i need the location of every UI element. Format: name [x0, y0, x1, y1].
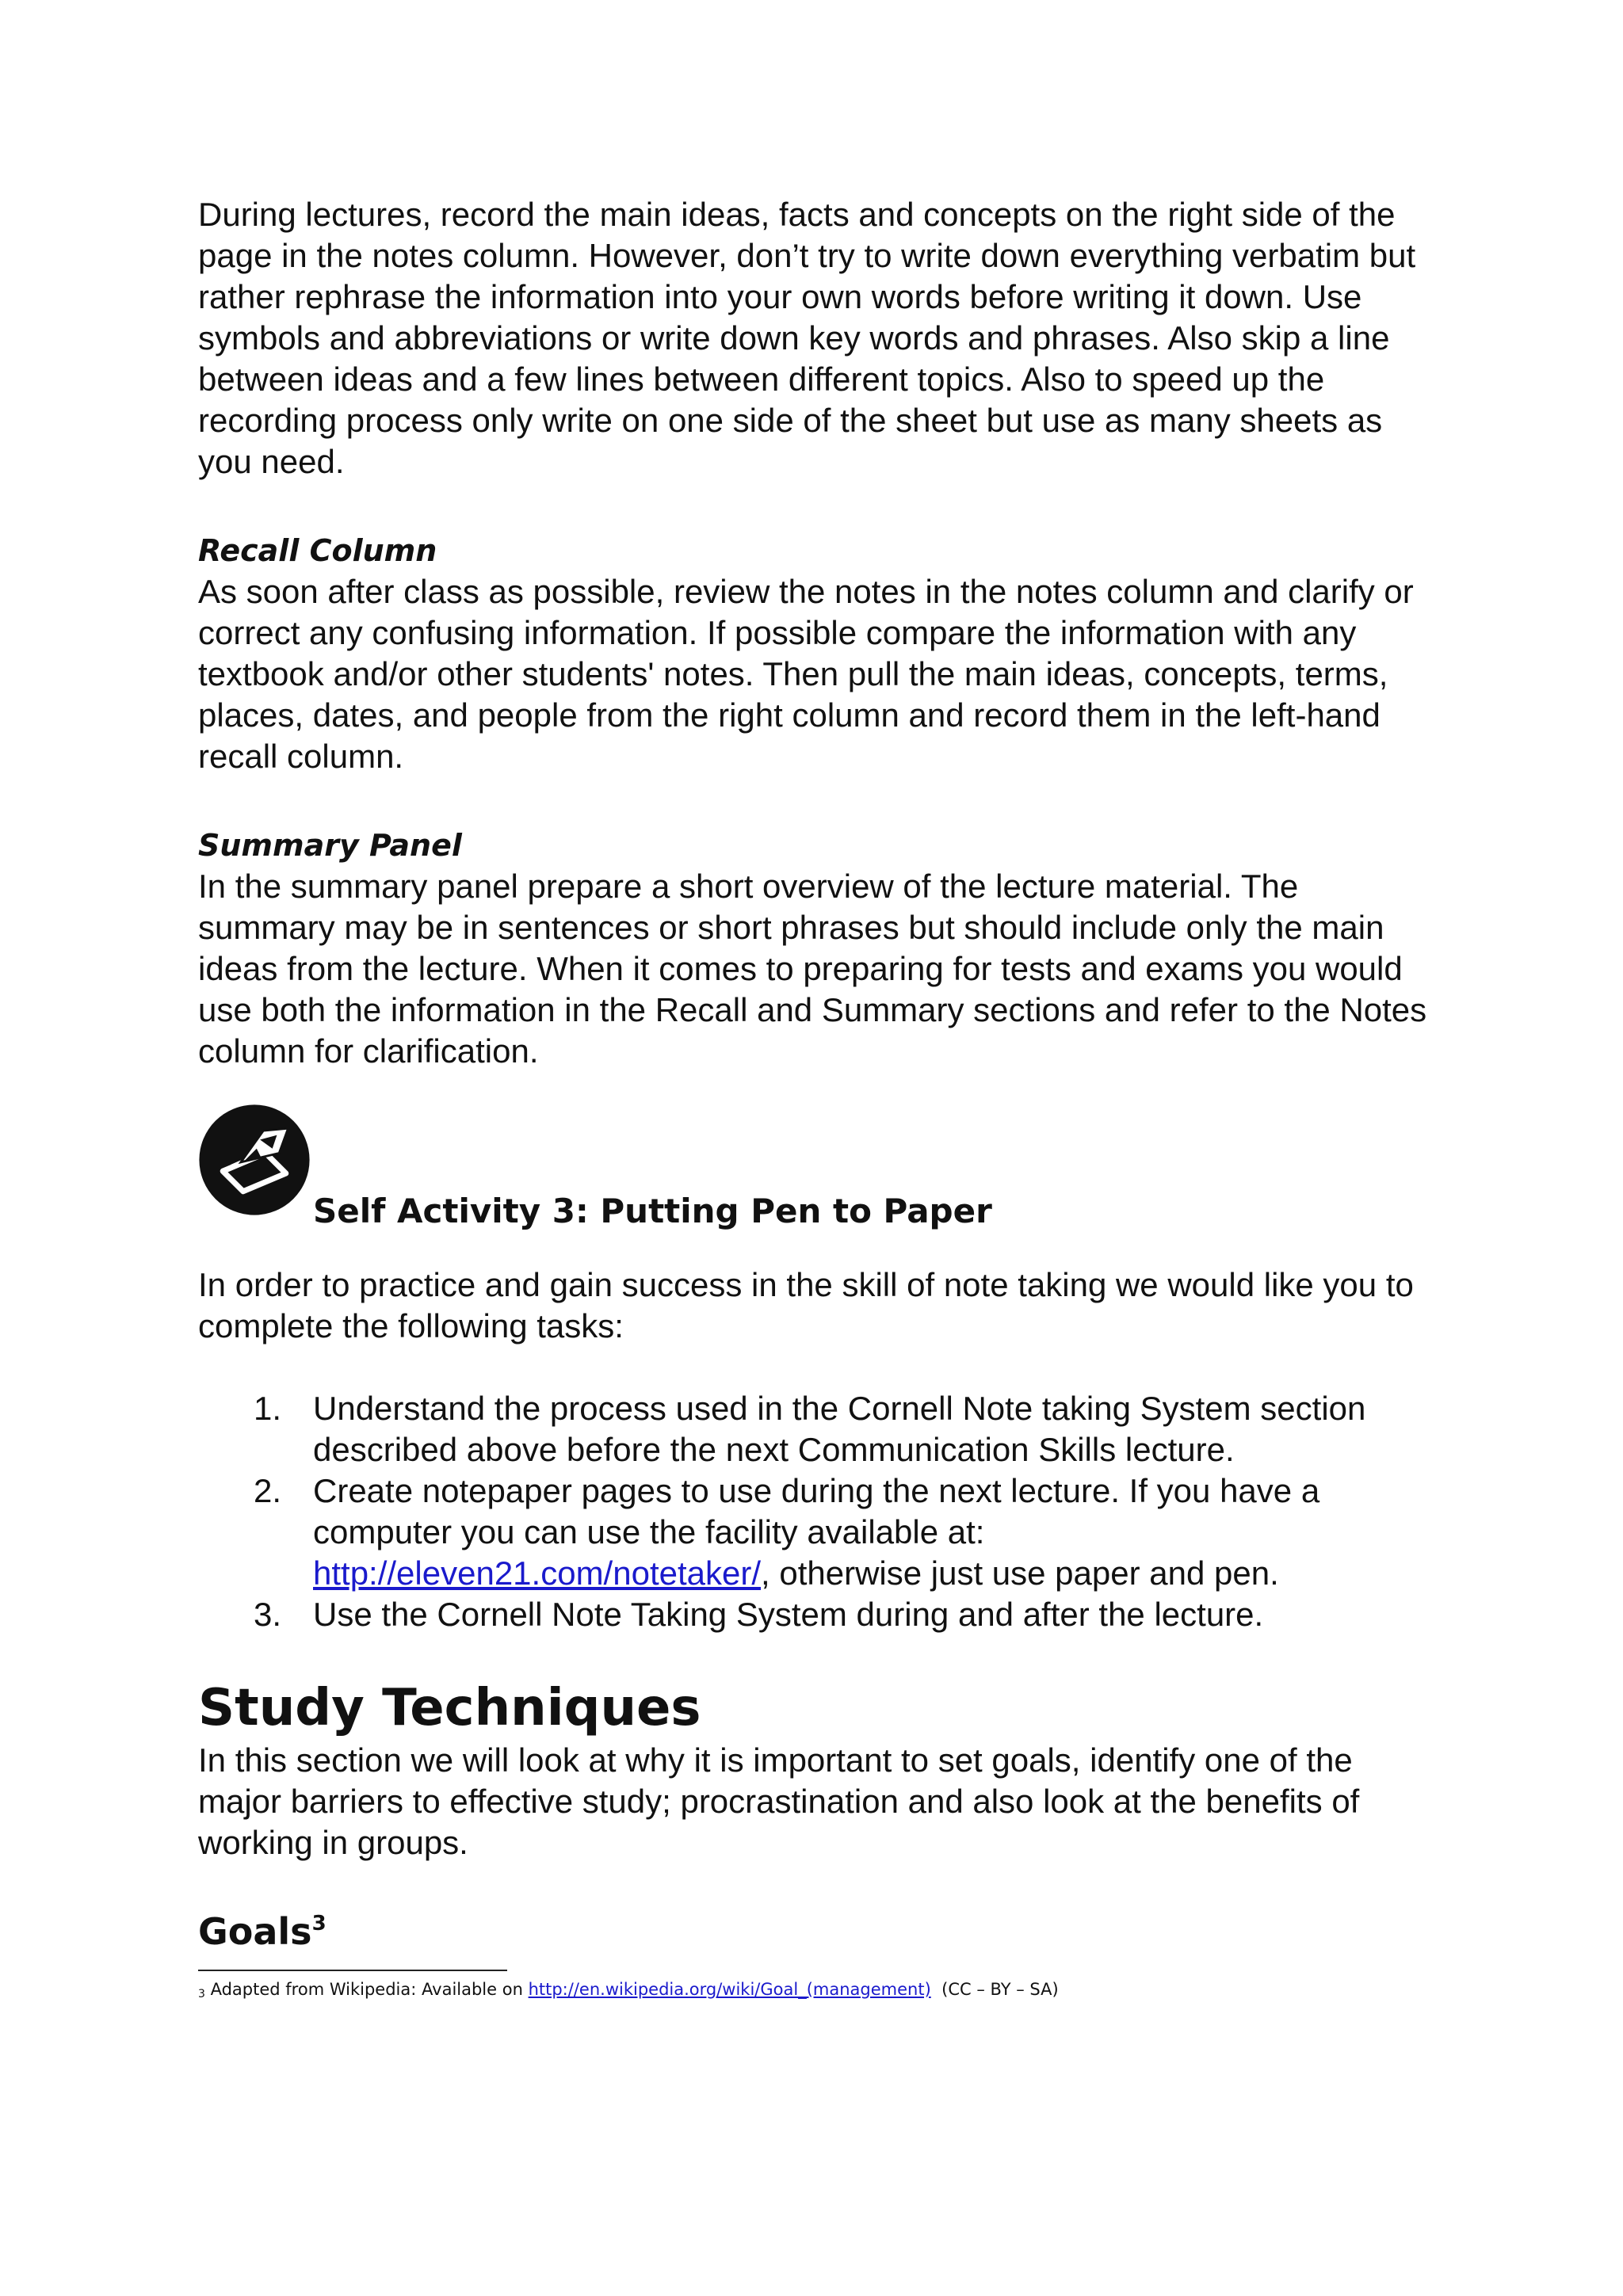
list-item: [198, 1470, 1434, 1594]
list-item-text: Use the Cornell Note Taking System during and after the lecture.: [313, 1596, 1264, 1633]
list-item-text: Create notepaper pages to use during the next lecture. If you have a computer you can use the facility available at:: [313, 1472, 1320, 1550]
footnote-license: (CC – BY – SA): [941, 1980, 1059, 1999]
list-number: 1.: [254, 1390, 282, 1427]
footnote-divider: [198, 1970, 507, 1971]
activity-intro: In order to practice and gain success in the skill of note taking we would like you to complete the following tasks:: [198, 1266, 1414, 1344]
task-list: [198, 1388, 1434, 1635]
recall-heading: Recall Column: [198, 533, 437, 568]
wikipedia-link[interactable]: http://en.wikipedia.org/wiki/Goal_(management): [528, 1980, 931, 1999]
document-page: [198, 194, 1434, 2006]
footnote-marker: 3: [198, 1988, 205, 2000]
goals-heading: [198, 1908, 1434, 1955]
list-number: 3.: [254, 1596, 282, 1633]
activity-title: Self Activity 3: Putting Pen to Paper: [313, 1192, 992, 1230]
list-item: [198, 1388, 1434, 1470]
self-activity-header: [198, 1104, 1434, 1242]
pen-paper-icon: [198, 1104, 311, 1216]
recall-body: As soon after class as possible, review the notes in the notes column and clarify or correct any confusing information. If possible compare the information with any textbook and/or other students' notes. Then pull the main ideas, concepts, terms, places, dates, and people from the right column and record them in the left-hand recall column.: [198, 573, 1414, 775]
list-item-text: Understand the process used in the Cornell Note taking System section described above before the next Communication Skills lecture.: [313, 1390, 1366, 1468]
summary-section: [198, 825, 1434, 1072]
goals-heading-text: Goals: [198, 1910, 312, 1953]
list-number: 2.: [254, 1472, 282, 1509]
summary-heading: Summary Panel: [198, 828, 462, 863]
study-techniques-body: In this section we will look at why it is important to set goals, identify one of the major barriers to effective study; procrastination and also look at the benefits of working in groups.: [198, 1741, 1360, 1861]
notetaker-link[interactable]: http://eleven21.com/notetaker/: [313, 1554, 762, 1592]
footnote-reference[interactable]: 3: [311, 1912, 327, 1936]
list-item-text-after: , otherwise just use paper and pen.: [761, 1554, 1279, 1592]
footnote-text: Adapted from Wikipedia: Available on: [210, 1980, 529, 1999]
intro-paragraph: During lectures, record the main ideas, facts and concepts on the right side of the page in the notes column. However, don’t try to write down everything verbatim but rather rephrase the information into your own words before writing it down. Use symbols and abbreviations or write down key words and phrases. Also skip a line between ideas and a few lines between different topics. Also to speed up the recording process only write on one side of the sheet but use as many sheets as you need.: [198, 196, 1416, 480]
list-item: [198, 1594, 1434, 1635]
summary-body: In the summary panel prepare a short overview of the lecture material. The summary may be in sentences or short phrases but should include only the main ideas from the lecture. When it comes to preparing for tests and exams you would use both the information in the Recall and Summary sections and refer to the Notes column for clarification.: [198, 868, 1427, 1070]
recall-section: [198, 530, 1434, 777]
footnote: [198, 1978, 1434, 2006]
study-techniques-heading: Study Techniques: [198, 1679, 701, 1737]
